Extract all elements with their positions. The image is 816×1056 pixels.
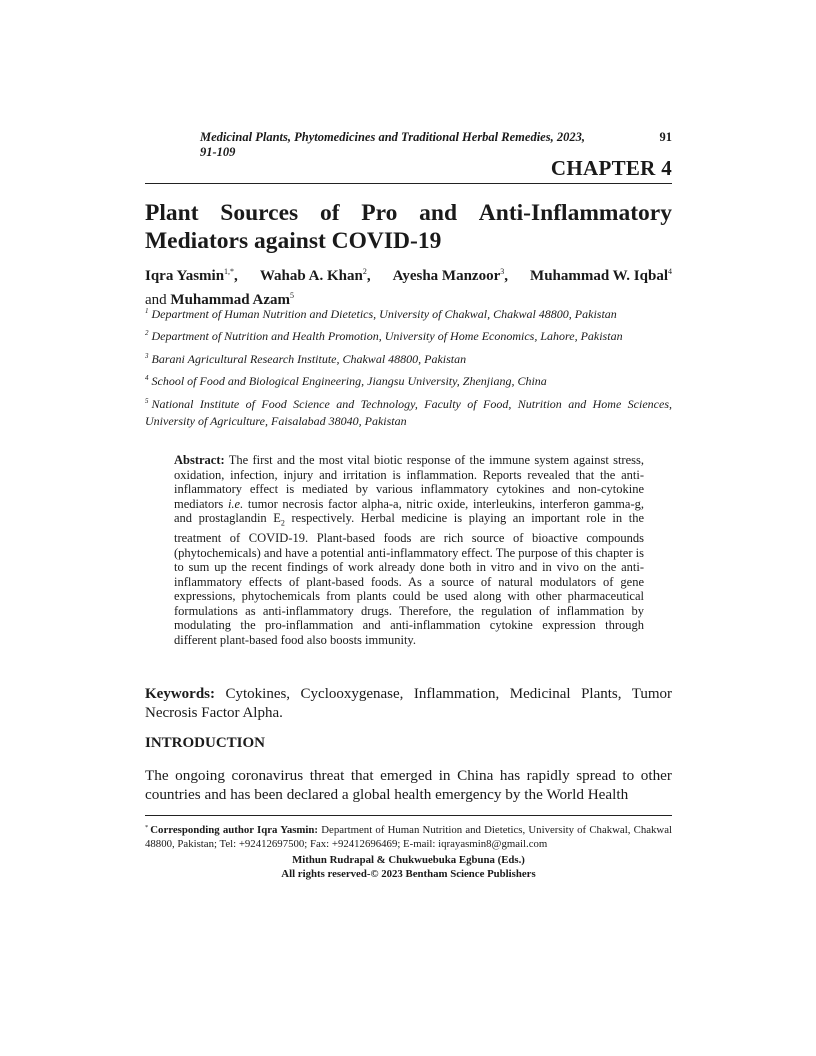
footnote-rule <box>145 815 672 816</box>
author-superscript: 4 <box>668 267 672 276</box>
affiliations <box>145 303 672 432</box>
author: Iqra Yasmin$^{1,*}$, <box>145 267 238 284</box>
author-line-1 <box>145 262 672 286</box>
chapter-label: CHAPTER 4 <box>550 156 672 180</box>
abstract-label: Abstract: <box>174 453 225 467</box>
authors-conjunction: and <box>145 292 167 308</box>
chapter-rule <box>145 183 672 184</box>
keywords-label: Keywords: <box>145 686 215 702</box>
rights-line: All rights reserved-© 2023 Bentham Science Publishers <box>281 867 536 880</box>
title-word: Pro <box>361 200 398 226</box>
title-word: Anti-Inflammatory <box>478 200 672 226</box>
author: Muhammad W. Iqbal$^4$ <box>530 267 672 284</box>
author: Wahab A. Khan$^2$, <box>259 267 371 284</box>
chapter-title <box>145 199 672 255</box>
title-word: and <box>419 200 458 226</box>
author-superscript: 1,* <box>224 267 235 276</box>
author-superscript: 2 <box>362 267 367 276</box>
affiliation: $^4$ School of Food and Biological Engineering, Jiangsu University, Zhenjiang, China <box>145 374 547 389</box>
affiliation: $^3$ Barani Agricultural Research Institute, Chakwal 48800, Pakistan <box>145 351 467 366</box>
author: Ayesha Manzoor$^3$, <box>392 267 508 284</box>
introduction-paragraph: The ongoing coronavirus threat that emerged in China has rapidly spread to other countries and has been declared a global health emergency by the World Health <box>145 767 672 803</box>
publisher-block <box>145 854 672 881</box>
abstract: Abstract: The first and the most vital biotic response of the immune system against stress, oxidation, infection, injury and irritation is inflammation. Reports revealed that the anti-inflammatory effect is mediated by various inflammatory cytokines and non-cytokine mediators i.e. tumor necrosis factor alpha-a, nitric oxide, interleukins, interferon gamma-g, and prostaglandin $E_2$ respectively. Herbal medicine is playing an important role in the treatment of COVID-19. Plant-based foods are rich source of bioactive compounds (phytochemicals) and have a potential anti-inflammatory effect. The purpose of this chapter is to sum up the recent findings of work already done both in vitro and in vivo on the anti-inflammatory effects of plant-based foods. As a source of natural modulators of gene expressions, phytochemicals from plants could be used along with other pharmaceutical formulations as anti-inflammatory drugs. Therefore, the regulation of inflammation by modulating the pro-inflammation and anti-inflammation cytokine expression through different plant-based food also boosts immunity. <box>174 453 644 647</box>
author-superscript: 3 <box>500 267 505 276</box>
title-word: Sources <box>220 200 299 226</box>
author: Muhammad Azam$^5$ <box>170 291 295 308</box>
title-word: Plant <box>145 200 199 226</box>
author-superscript: 5 <box>290 291 295 300</box>
title-line-1 <box>145 199 672 227</box>
section-heading-introduction: INTRODUCTION <box>145 735 266 751</box>
affiliation: $^2$ Department of Nutrition and Health Promotion, University of Home Economics, Lahore, Pakistan <box>145 329 623 344</box>
page-number: 91 <box>659 130 672 144</box>
title-line-2: Mediators against COVID-19 <box>145 228 442 254</box>
affiliation: $^5$ National Institute of Food Science and Technology, Faculty of Food, Nutrition and Home Sciences, University of Agriculture, Faisalabad 38040, Pakistan <box>145 396 672 428</box>
affiliation: $^1$ Department of Human Nutrition and Dietetics, University of Chakwal, Chakwal 48800, Pakistan <box>145 307 617 321</box>
corresponding-author-footnote: * Corresponding author Iqra Yasmin: Department of Human Nutrition and Dietetics, University of Chakwal, Chakwal 48800, Pakistan; Tel: +92412697500; Fax: +92412696469; E-mail: iqrayasmin8@gmail.com <box>145 824 672 850</box>
title-word: of <box>319 200 340 226</box>
keywords: Keywords: Cytokines, Cyclooxygenase, Inflammation, Medicinal Plants, Tumor Necrosis Factor Alpha. <box>145 686 672 721</box>
running-head: Medicinal Plants, Phytomedicines and Traditional Herbal Remedies, 2023, 91-109 <box>200 130 585 159</box>
editors-line: Mithun Rudrapal & Chukwuebuka Egbuna (Eds.) <box>292 854 525 866</box>
